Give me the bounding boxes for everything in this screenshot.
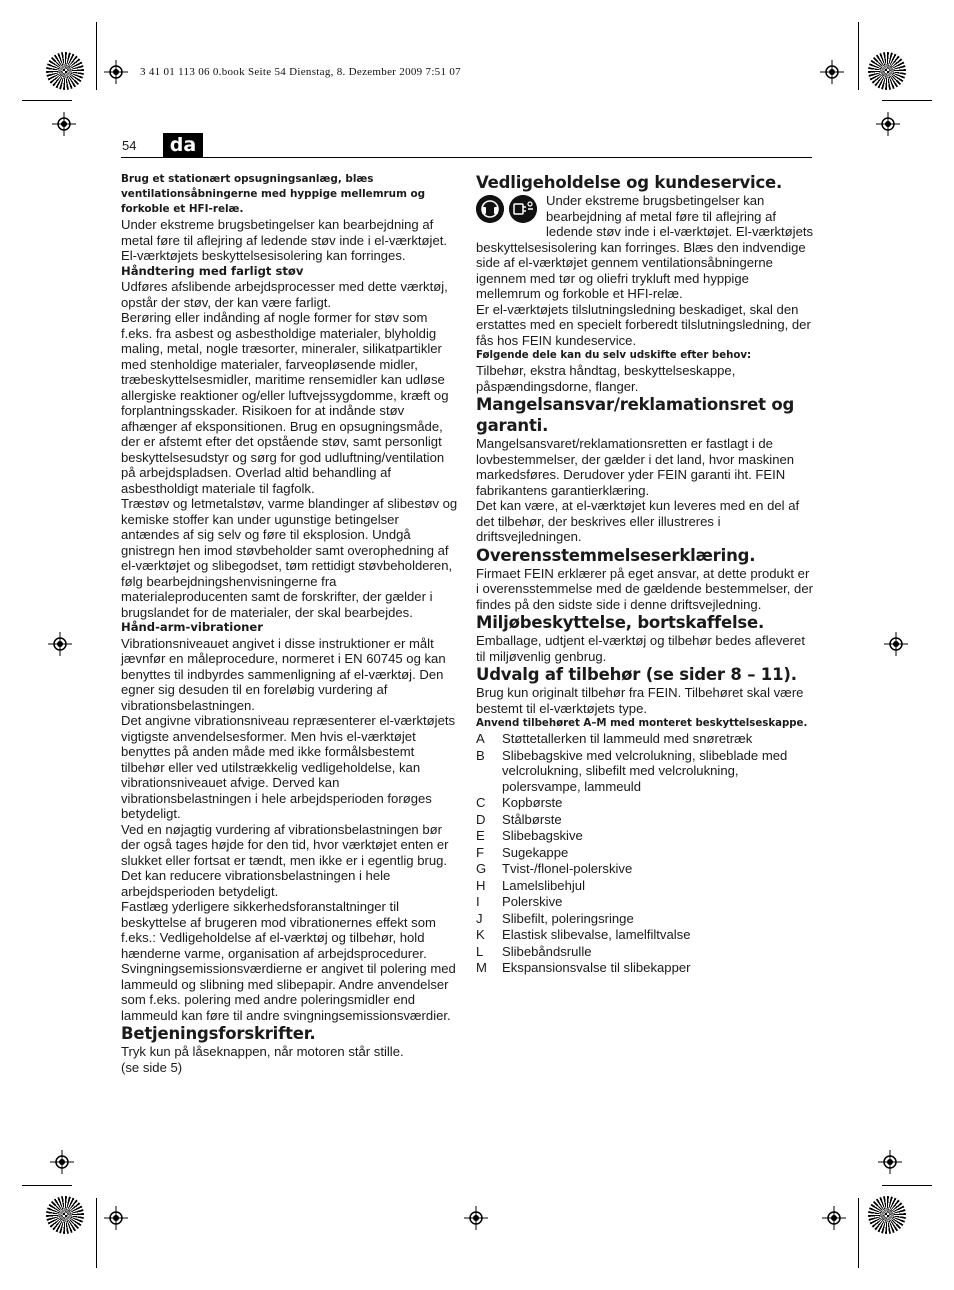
accessory-text: Polerskive <box>502 894 563 909</box>
registration-target-icon <box>104 1206 128 1230</box>
accessory-text: Slibebagskive <box>502 828 583 843</box>
list-item <box>476 828 814 844</box>
list-item <box>476 894 814 910</box>
accessory-key: F <box>476 844 484 860</box>
registration-target-icon <box>52 112 76 136</box>
list-item <box>476 812 814 828</box>
registration-target-icon <box>50 1150 74 1174</box>
paragraph: (se side 5) <box>121 1059 183 1075</box>
instruction-icons <box>476 195 542 231</box>
accessory-key: L <box>476 943 484 959</box>
registration-target-icon <box>822 1206 846 1230</box>
crop-line <box>96 1198 97 1268</box>
accessory-key: D <box>476 811 486 827</box>
left-column <box>121 172 459 1075</box>
accessory-key: E <box>476 828 485 843</box>
registration-rosette-icon <box>46 1196 84 1234</box>
accessory-key: M <box>476 960 487 975</box>
registration-target-icon <box>104 60 128 84</box>
list-item <box>476 911 814 927</box>
crop-line <box>882 1185 932 1186</box>
section-heading-environment: Miljøbeskyttelse, bortskaffelse. <box>476 613 765 632</box>
section-heading-dust: Håndtering med farligt støv <box>121 263 304 278</box>
accessory-key: J <box>476 910 483 926</box>
crop-line <box>96 22 97 90</box>
registration-target-icon <box>878 1150 902 1174</box>
accessory-text: Elastisk slibevalse, lamelfiltvalse <box>502 927 691 942</box>
accessory-key: C <box>476 795 486 810</box>
section-heading-vibration: Hånd-arm-vibrationer <box>121 620 264 634</box>
paragraph: Udføres afslibende arbejdsprocesser med dette værktøj, opstår der støv, der kan være farligt. <box>121 279 448 310</box>
paragraph: Berøring eller indånding af nogle former for støv som f.eks. fra asbest og asbestholdige materialer, blyholdig maling, metal, nogle træsorter, mineraler, silikatpartikler med stenholdige materialer, farveopløsende midler, træbeskyttelsesmidler, maritime rensemidler kan udløse allergiske reaktioner og/eller luftvejssygdomme, kræft og forplantningsskader. Risikoen for at indånde støv afhænger af eksponsitionen. Brug en opsugningsmåde, der er afstemt efter det opstående støv, samt personligt beskyttelsesudstyr og sørg for god udluftning/ventilation på arbejdspladsen. Overlad altid behandling af asbestholdigt materiale til fagfolk. <box>121 310 449 496</box>
paragraph: Emballage, udtjent el-værktøj og tilbehør bedes afleveret til miljøvenlig genbrug. <box>476 633 805 664</box>
list-item <box>476 944 814 960</box>
registration-rosette-icon <box>868 1196 906 1234</box>
accessory-list <box>476 731 814 976</box>
accessory-text: Lamelslibehjul <box>502 877 585 893</box>
crop-line <box>22 1185 72 1186</box>
unplug-icon <box>509 195 537 223</box>
accessory-text: Sugekappe <box>502 844 569 860</box>
list-item <box>476 960 814 976</box>
crop-line <box>22 100 72 101</box>
registration-target-icon <box>48 632 72 656</box>
accessory-key: I <box>476 894 480 909</box>
registration-target-icon <box>884 632 908 656</box>
accessory-text: Slibebagskive med velcrolukning, slibeblade med velcrolukning, slibefilt med velcrolukning, polersvampe, lammeuld <box>502 747 788 794</box>
ear-protection-icon <box>476 195 504 223</box>
paragraph: Vibrationsniveauet angivet i disse instruktioner er målt jævnfør en måleprocedure, normeret i EN 60745 og kan benyttes til indbyrdes sammenligning af el-værktøj. Den egner sig desuden til en foreløbig vurdering af vibrationsbelastningen. <box>121 635 446 713</box>
print-meta: 3 41 01 113 06 0.book Seite 54 Dienstag, 8. Dezember 2009 7:51 07 <box>140 66 461 78</box>
paragraph: Firmaet FEIN erklærer på eget ansvar, at dette produkt er i overensstemmelse med de gældende bestemmelser, der findes på den sidste side i denne driftsvejledning. <box>476 565 813 612</box>
accessory-text: Kopbørste <box>502 795 563 810</box>
paragraph: Tryk kun på låseknappen, når motoren står stille. <box>121 1044 404 1059</box>
paragraph: Fastlæg yderligere sikkerhedsforanstaltninger til beskyttelse af brugeren mod vibrationernes effekt som f.eks.: Vedligeholdelse af el-værktøj og tilbehør, hold hænderne varme, organisation af arbejdsprocedurer. <box>121 899 436 961</box>
paragraph: Brug kun originalt tilbehør fra FEIN. Tilbehøret skal være bestemt til el-værktøjets type. <box>476 685 804 716</box>
list-item <box>476 878 814 894</box>
accessory-text: Støttetallerken til lammeuld med snøretræk <box>502 731 753 746</box>
accessory-text: Ekspansionsvalse til slibekapper <box>502 960 691 975</box>
registration-target-icon <box>820 60 844 84</box>
paragraph: Det kan være, at el-værktøjet kun leveres med en del af det tilbehør, der beskrives eller illustreres i driftsvejledningen. <box>476 498 800 544</box>
list-item <box>476 861 814 877</box>
accessory-key: G <box>476 861 487 876</box>
accessory-text: Slibebåndsrulle <box>502 943 592 959</box>
paragraph: Under ekstreme brugsbetingelser kan bearbejdning af metal føre til aflejring af ledende støv inde i el-værktøjet. El-værktøjets beskyttelsesisolering kan forringes. Blæs den indvendige side af el-værktøjet gennem ventilationsåbningerne igennem med tør og oliefri trykluft med hyppige mellemrum og forkoble et HFI-relæ. <box>476 193 814 301</box>
registration-target-icon <box>464 1206 488 1230</box>
list-item <box>476 731 814 747</box>
accessory-key: H <box>476 877 486 893</box>
paragraph: Træstøv og letmetalstøv, varme blandinger af slibestøv og kemiske stoffer kan under ugunstige betingelser antændes af sig selv og føre til eksplosion. Undgå gnistregn hen imod støvbeholder samt overophedning af el-værktøjet og slibegodset, tøm rettidigt støvbeholderen, følg bearbejdningshenvisningerne fra materialeproducenten samt de forskrifter, der gælder i brugslandet for de materialer, der skal bearbejdes. <box>121 496 458 620</box>
header-rule <box>121 157 812 158</box>
section-heading-conformity: Overensstemmelseserklæring. <box>476 545 756 565</box>
accessory-text: Tvist-/flonel-polerskive <box>502 861 633 876</box>
accessory-key: A <box>476 731 485 746</box>
registration-target-icon <box>876 112 900 136</box>
list-item <box>476 748 814 795</box>
section-heading-maintenance: Vedligeholdelse og kundeservice. <box>476 173 783 192</box>
safety-lead: Brug et stationært opsugningsanlæg, blæs ventilationsåbningerne med hyppige mellemrum og forkoble et HFI-relæ. <box>121 173 426 215</box>
paragraph: Svingningsemissionsværdierne er angivet til polering med lammeuld og slibning med slibepapir. Andre anvendelser som f.eks. polering med andre poleringsmidler end lammeuld kan føre til andre svingningsemissionsværdier. <box>121 961 456 1023</box>
accessory-text: Stålbørste <box>502 811 562 827</box>
accessory-key: K <box>476 927 485 942</box>
right-column <box>476 172 814 977</box>
paragraph: Tilbehør, ekstra håndtag, beskyttelseskappe, påspændingsdorne, flanger. <box>476 363 736 394</box>
crop-line <box>858 1198 859 1268</box>
crop-line <box>858 22 859 90</box>
accessory-key: B <box>476 747 485 763</box>
paragraph: Under ekstreme brugsbetingelser kan bearbejdning af metal føre til aflejring af ledende støv inde i el-værktøjet. El-værktøjets beskyttelsesisolering kan forringes. <box>121 217 448 263</box>
replaceable-parts-note: Følgende dele kan du selv udskifte efter behov: <box>476 350 752 361</box>
paragraph: Ved en nøjagtig vurdering af vibrationsbelastningen bør der også tages højde for den tid, hvor værktøjet enten er slukket eller fortsat er tændt, men ikke er i egentlig brug. Det kan reducere vibrationsbelastningen i hele arbejdsperioden betydeligt. <box>121 821 449 899</box>
paragraph: Mangelsansvaret/reklamationsretten er fastlagt i de lovbestemmelser, der gælder i det land, hvor maskinen markedsføres. Derudover yder FEIN garanti iht. FEIN fabrikantens garantierklæring. <box>476 436 795 498</box>
registration-rosette-icon <box>46 52 84 90</box>
list-item <box>476 927 814 943</box>
section-heading-operation: Betjeningsforskrifter. <box>121 1024 316 1043</box>
registration-rosette-icon <box>868 52 906 90</box>
crop-line <box>882 100 932 101</box>
accessory-text: Slibefilt, poleringsringe <box>502 910 634 926</box>
section-heading-accessories: Udvalg af tilbehør (se sider 8 – 11). <box>476 665 797 684</box>
list-item <box>476 845 814 861</box>
paragraph: Det angivne vibrationsniveau repræsenterer el-værktøjets vigtigste anvendelsesformer. Men hvis el-værktøjet benyttes på anden måde med ikke formålsbestemt tilbehør eller ved utilstrækkelig vedligeholdelse, kan vibrationsniveauet afvige. Derved kan vibrationsbelastningen i hele arbejdsperioden forøges betydeligt. <box>121 713 456 821</box>
section-heading-warranty: Mangelsansvar/reklamationsret og garanti. <box>476 395 795 435</box>
language-tab: da <box>163 133 203 157</box>
accessories-note: Anvend tilbehøret A–M med monteret beskyttelseskappe. <box>476 718 808 729</box>
list-item <box>476 795 814 811</box>
paragraph: Er el-værktøjets tilslutningsledning beskadiget, skal den erstattes med en specielt forberedt tilslutningsledning, der fås hos FEIN kundeservice. <box>476 301 811 348</box>
page-number: 54 <box>122 138 137 153</box>
